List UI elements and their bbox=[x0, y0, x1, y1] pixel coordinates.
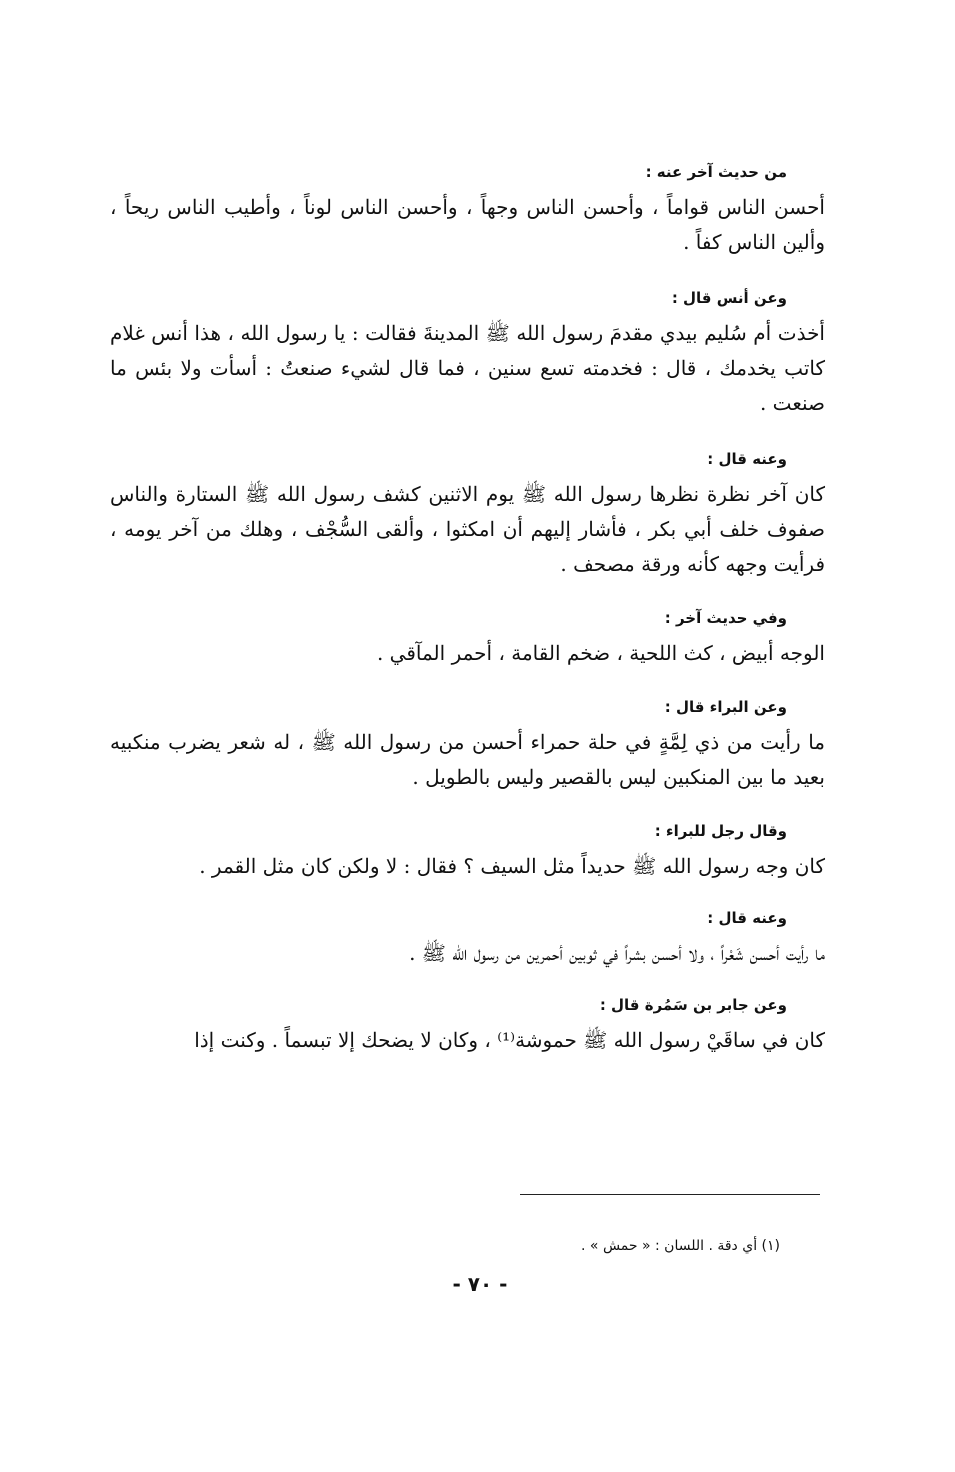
footnote: (١) أي دقة . اللسان : « حمش » . bbox=[581, 1238, 780, 1254]
section-heading: من حديث آخر عنه : bbox=[645, 163, 787, 181]
page-number: - ٧٠ - bbox=[452, 1272, 508, 1296]
section-text: ما رأيت أحسن شَعْراً ، ولا أحسن بشراً في ثوبين أحمرين من رسول الله ﷺ . bbox=[409, 941, 825, 965]
section-text: ما رأيت من ذي لِمَّةٍ في حلة حمراء أحسن من رسول الله ﷺ ، له شعر يضرب منكبيه بعيد ما بين المنكبين ليس بالقصير وليس بالطويل . bbox=[110, 730, 826, 789]
section-heading: وعنه قال : bbox=[707, 450, 787, 468]
section-text: الوجه أبيض ، كث اللحية ، ضخم القامة ، أحمر المآقي . bbox=[376, 641, 825, 665]
section-text: كان آخر نظرة نظرها رسول الله ﷺ يوم الاثنين كشف رسول الله ﷺ الستارة والناس صفوف خلف أبي بكر ، فأشار إليهم أن امكثوا ، وألقى السُّجْف ، وهلك من آخر يومه ، فرأيت وجهه كأنه ورقة مصحف . bbox=[110, 482, 825, 576]
footnote-divider bbox=[520, 1194, 820, 1195]
hadith-section-1 bbox=[110, 160, 825, 260]
hadith-section-2 bbox=[110, 286, 825, 421]
hadith-section-6 bbox=[110, 819, 825, 884]
section-heading: وعن جابر بن سَمُرة قال : bbox=[599, 996, 787, 1014]
section-text: كان وجه رسول الله ﷺ حديداً مثل السيف ؟ فقال : لا ولكن كان مثل القمر . bbox=[199, 854, 825, 878]
section-heading: وفي حديث آخر : bbox=[664, 609, 787, 627]
hadith-section-3 bbox=[110, 447, 825, 582]
hadith-section-5 bbox=[110, 695, 825, 795]
section-heading: وعنه قال : bbox=[707, 909, 787, 927]
section-heading: وقال رجل للبراء : bbox=[654, 822, 787, 840]
page-body bbox=[110, 160, 825, 1058]
section-text: أخذت أم سُليم بيدي مقدمَ رسول الله ﷺ المدينةَ فقالت : يا رسول الله ، هذا أنس غلام كاتب يخدمك ، قال : فخدمته تسع سنين ، فما قال لشيء صنعتُ : أسأت ولا بئس ما صنعت . bbox=[110, 321, 825, 415]
section-heading: وعن البراء قال : bbox=[664, 698, 787, 716]
hadith-section-7 bbox=[110, 906, 825, 971]
section-text: أحسن الناس قواماً ، وأحسن الناس وجهاً ، وأحسن الناس لوناً ، وأطيب الناس ريحاً ، وألين الناس كفاً . bbox=[110, 195, 825, 254]
hadith-section-4 bbox=[110, 606, 825, 671]
section-heading: وعن أنس قال : bbox=[671, 289, 787, 307]
hadith-section-8 bbox=[110, 993, 825, 1058]
section-text: كان في ساقَيْ رسول الله ﷺ حموشة⁽¹⁾ ، وكان لا يضحك إلا تبسماً . وكنت إذا bbox=[194, 1028, 825, 1052]
